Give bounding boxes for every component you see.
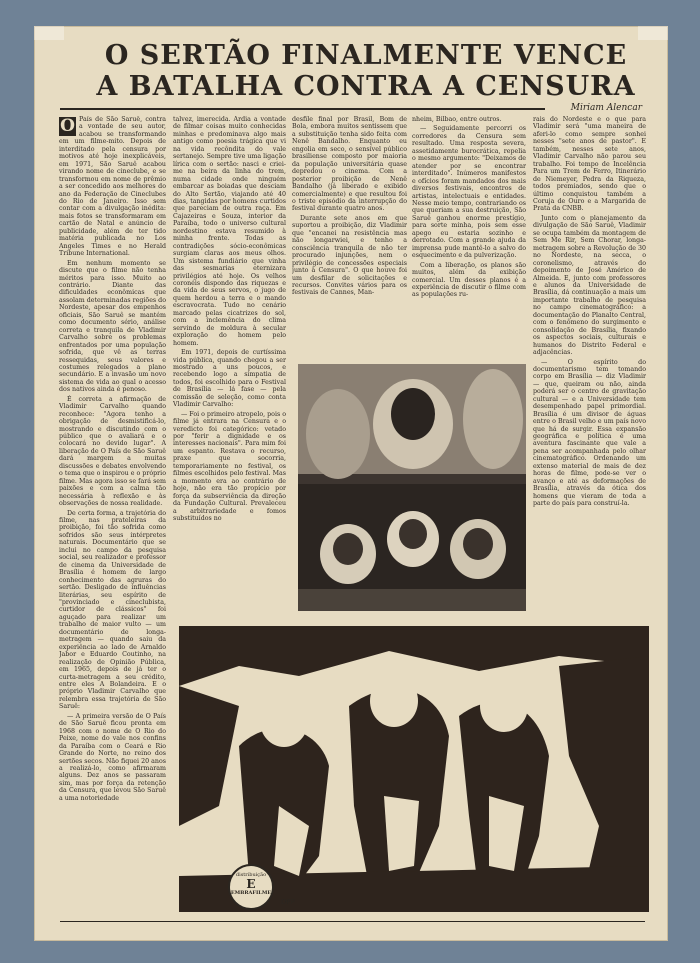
paragraph: Durante sete anos em que suportou a proibição, diz Vladimir que "encanei na resistência mas não longarwiei, e tenho a consciência tranquila de não ter procurado injunções, nem o privilégio de concessões especiais junto à Censura". O que houve foi um desfilar de solicitações e recursos. Convites vários para os festivais de Cannes, Man-	[292, 214, 407, 297]
column-2	[173, 116, 286, 616]
paragraph-text: País de São Saruê, contra a vontade de seu autor, acabou se transformando em um filme-mito. Depois de interditado pela censura por motivos até hoje inexplicáveis, em 1971, São Saruê acabou virando nome de cineclube, e se transformou em nome de prêmio a ser concedido aos melhores do ano da Federação de Cineclubes do Rio de Janeiro. Isso sem contar com a divulgação inédita: mais fotos se transformaram em cartão de Natal e anúncio de publicidade, além de ter tido matéria publicada no Los Angeles Times e no Herald Tribune International.	[59, 116, 166, 258]
paragraph: — Foi o primeiro atropelo, pois o filme já entrara na Censura e o veredicto foi categórico: vetado por "ferir a dignidade e os interesses nacionais". Para mim foi um espanto. Restava o recurso, praxe que socorria, temporariamente no festival, os filmes escolhidos pelo festival. Mas a momento era ao contrário de hoje, não era tão propício por força da subserviência da direção da Fundação Cultural. Prevaleceu a arbitrariedade e fomos substituídos no	[173, 410, 286, 523]
paragraph: É correta a afirmação de Vladimir Carvalho quando reconhece: "Agora tenho a obrigação de desmistificá-lo, mostrando e discutindo com o público que o avaliará e o colocará no devido lugar". A liberação de O País de São Saruê dará margem a muitas discussões e debates envolvendo o tema que o inspirou e o próprio filme. Mas agora isso se fará sem paixões e com a calma tão necessária à reflexão e às observações de nossa realidade.	[59, 395, 166, 508]
paragraph: Em 1971, depois de curtíssima vida pública, quando chegou a ser mostrado a uns poucos, e recebendo logo a simpatia de todos, foi escolhido para o Festival de Brasília — lá fase — pela comissão de seleção, como conta Vladimir Carvalho:	[173, 349, 286, 409]
headline	[94, 40, 638, 102]
paragraph: Junto com o planejamento da divulgação de São Saruê, Vladimir se ocupa também da montagem de Sem Me Rir, Sem Chorar, longa-metragem sobre a Revolução de 30 no Nordeste, na secca, o coronelismo, através do depoimento de José Américo de Almeida. E, junto com professores e alunos da Universidade de Brasília, dá continuação a mais um importante trabalho de pesquisa no campo cinematográfico: a documentação do Planalto Central, com o fenômeno do surgimento e consolidação de Brasília, fixando os aspectos sociais, culturais e humanos do Distrito Federal e adjacências.	[533, 214, 646, 357]
paragraph: — Seguidamente percorri os corredores da Censura sem resultado. Uma resposta severa, assetidamente burocrática, repelia o mesmo argumento: "Deixamos de atender por se encontrar interditado". Inúmeros manifestos e ofícios foram mandados dos mais diversos festivais, encontros de artistas, intelectuais e entidades. Nesse meio tempo, contrariando os que queriam a sua destruição, São Saruê ganhou enorme prestígio, para sorte minha, pois sem esse apego eu estaria sozinho e derrotado. Com a grande ajuda da imprensa pude mantê-lo a salvo do esquecimento e da pulverização.	[412, 125, 526, 260]
paragraph: Com a liberação, os planos são muitos, além da exibição comercial. Um desses planos é a experiência de discutir o filme com as populações ru-	[412, 261, 526, 299]
paragraph: rais do Nordeste e o que para Vladimir será "uma maneira de aferi-lo como sempre sonhei nesses "sete anos de pastor". E também, nesses sete anos, Vladimir Carvalho não parou seu trabalho. Foi tempo de Incelência Para um Trem de Ferro, Itinerário de Niemeyer, Pedra da Riqueza, todos premiados, sendo que o último conquistou também a Coruja de Ouro e a Margarida de Prata da CNBB.	[533, 116, 646, 213]
headline-line-2: A BATALHA CONTRA A CENSURA	[96, 71, 636, 102]
dpp-mark: DPP	[281, 898, 295, 906]
tape-mark	[638, 26, 668, 40]
logo-letter: E	[246, 877, 256, 891]
logo-name: EMBRAFILME	[230, 890, 272, 896]
column-5	[533, 116, 646, 616]
headline-rule	[60, 108, 545, 110]
paragraph	[59, 116, 166, 258]
byline: Miriam Alencar	[570, 103, 642, 113]
column-1	[59, 116, 166, 916]
paragraph: — O espírito do documentarismo tem tomando corpo em Brasília — diz Vladimir — que, queiram ou não, ainda poderá ser o centro de gravitação cultural — e a Universidade tem desempenhado papel primordial. Brasília é um divisor de águas entre o Brasil velho e um país novo que há de surgir. Essa expansão geográfica e política é uma aventura fascinante que vale a pena ser acompanhada pelo olhar cinematográfico. Ordenando um extenso material de mais de dez horas de filme, pode-se ver o avanço e até as deformações de Brasília, através da ótica dos homens que vieram de toda a parte do país para construí-la.	[533, 358, 646, 508]
headline-line-1: O SERTÃO FINALMENTE VENCE	[104, 40, 628, 71]
photo-children-family-image	[298, 364, 526, 611]
photo-children-family	[298, 364, 526, 611]
paragraph: — A primeira versão de O País de São Saruê ficou pronta em 1968 com o nome de O Rio do Peixe, nome do vale nos confins da Paraíba com o Ceará e Rio Grande do Norte, no reino dos sertões secos. Não fiquei 20 anos a realizá-lo, como afirmaram alguns. Dez anos se passaram sim, mas por força da retenção da Censura, que levou São Saruê a uma notoriedade	[59, 712, 166, 802]
newspaper-page	[34, 26, 668, 941]
paragraph: talvez, imerecida. Ardia a vontade de filmar coisas muito conhecidas minhas e predominava algo mais antigo como poesia trágica que vi na vida recôndita do vale sertanejo. Sempre tive uma ligação lírica com o sertão: nasci e criei-me na beira da linha do trem, numa cidade onde ninguém embarcar as boiadas que desciam do Alto Sertão, viajando até 40 dias, tangidas por homens curtidos que pareciam de outra raça. Em Cajazeiras e Souza, interior da Paraíba, todo o universo cultural nordestino estava resumido à minha frente. Todas as contradições sócio-econômicas surgiam claras aos meus olhos. Um sistema fundiário que vinha das sesmarias eternizara privilégios até hoje. Os velhos coronéis dispondo das riquezas e da vida de seus servos, o jugo de quem herdou a terra e o mando escravocrata. Tudo no cenário marcado pelas cicatrizes do sol, com a inclemência do clima servindo de moldura à secular exploração do homem pelo homem.	[173, 116, 286, 347]
paragraph: desfile final por Brasil, Bom de Bola, embora muitos sentissem que a substituição tenha sido feita com Nenê Bandalho. Enquanto eu engolia em seco, o sensível público brasiliense composto por maioria da população universitária quase depredou o cinema. Com a posterior proibição de Nenê Bandalho (já liberado e exibido comercialmente) e que resultou foi o triste episódio da interrupção do festival durante quatro anos.	[292, 116, 407, 213]
bottom-rule	[60, 921, 645, 922]
embrafilme-logo	[228, 864, 274, 910]
paragraph: nheim, Bilbao, entre outros.	[412, 116, 502, 123]
paragraph: Em nenhum momento se discute que o filme não tenha méritos para isso. Muito ao contrário. Diante das dificuldades econômicas que assolam determinadas regiões do Nordeste, apesar dos empenhos oficiais, São Saruê se mantém como documento sério, análise correta e tranquila de Vladimir Carvalho sobre os problemas enfrentados por uma população sofrida, que vê as terras ressequidas, seus valores e costumes relegados a plano secundário. E a invasão um novo sistema de vida ao qual o acesso dos nativos ainda é penoso.	[59, 259, 166, 394]
tape-mark	[34, 26, 64, 40]
column-4	[412, 116, 526, 356]
column-3	[292, 116, 407, 356]
paragraph: De certa forma, a trajetória do filme, nas prateleiras da proibição, foi tão sofrida como sofridos são seus intérpretes naturais. Documentário que se inclui no campo da pesquisa social, seu realizador e professor de cinema da Universidade de Brasília é homem de largo conhecimento das agruras do sertão. Desligado de influências literárias, seu espírito de "provinciado e cineclubista, curtidor de clássicos" foi aguçado para realizar um trabalho de maior vulto — um documentário de longa-metragem — quando saiu da experiência ao lado de Arnaldo Jabor e Eduardo Coutinho, na realização de Opinião Pública, em 1965, depois de já ter o curta-metragem a seu crédito, entre eles A Bolandeira. E o próprio Vladimir Carvalho que relembra essa trajetória de São Saruê:	[59, 509, 166, 711]
dropcap: O	[60, 116, 75, 136]
logo-caption: distribuição	[235, 872, 267, 878]
